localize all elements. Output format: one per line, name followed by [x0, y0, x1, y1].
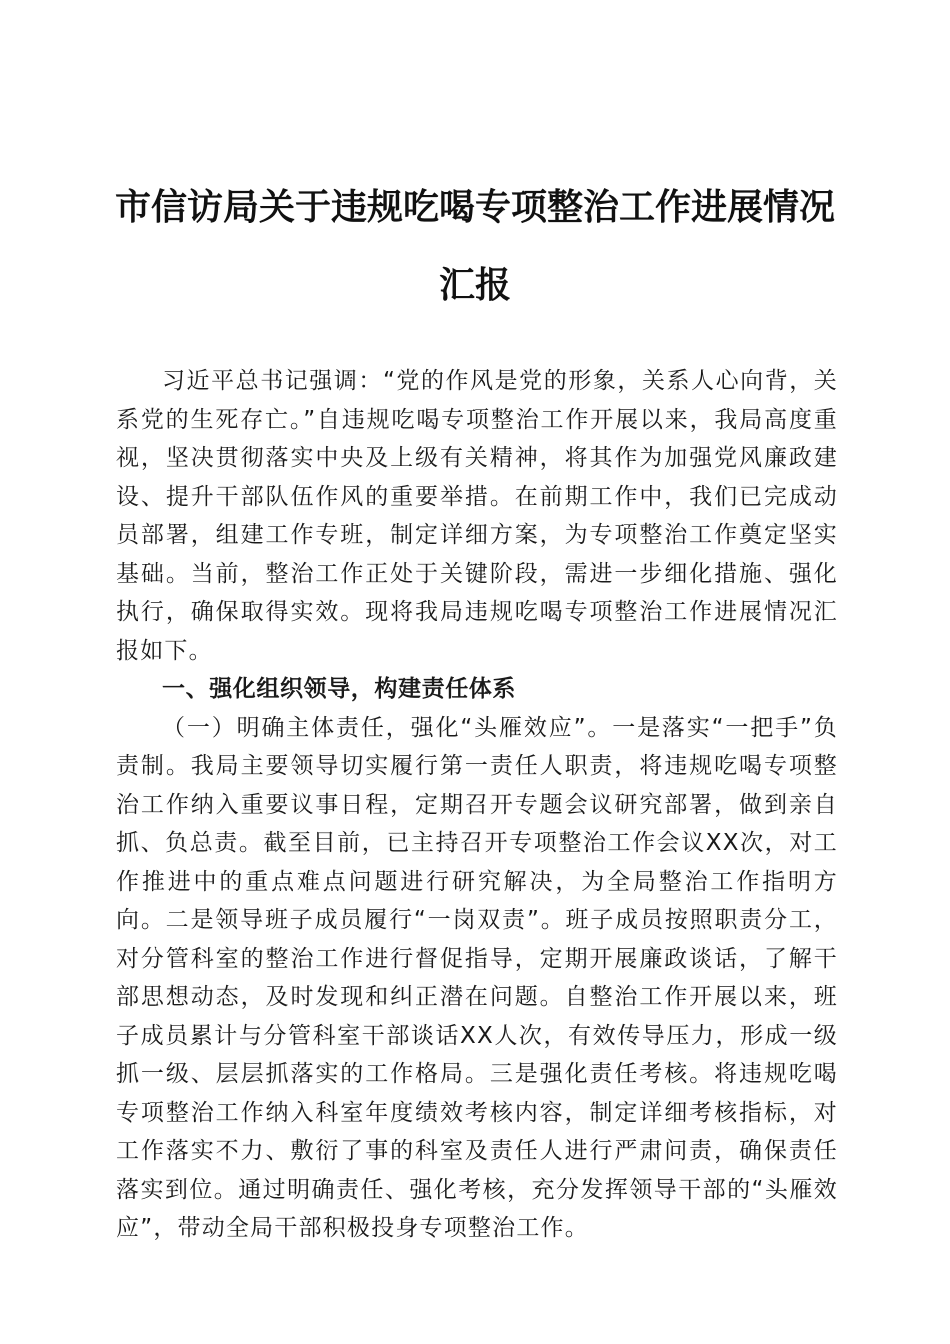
document-title-line-1: 市信访局关于违规吃喝专项整治工作进展情况 [114, 186, 835, 228]
section-1-heading: 一、强化组织领导，构建责任体系 [162, 676, 516, 702]
document-title [100, 168, 850, 324]
document-body [116, 362, 838, 1248]
section-1-item-1-paragraph: （一）明确主体责任，强化“头雁效应”。一是落实“一把手”负责制。我局主要领导切实履行第一责任人职责，将违规吃喝专项整治工作纳入重要议事日程，定期召开专题会议研究部署，做到亲自抓、负总责。截至目前，已主持召开专项整治工作会议XX次，对工作推进中的重点难点问题进行研究解决，为全局整治工作指明方向。二是领导班子成员履行“一岗双责”。班子成员按照职责分工，对分管科室的整治工作进行督促指导，定期开展廉政谈话，了解干部思想动态，及时发现和纠正潜在问题。自整治工作开展以来，班子成员累计与分管科室干部谈话XX人次，有效传导压力，形成一级抓一级、层层抓落实的工作格局。三是强化责任考核。将违规吃喝专项整治工作纳入科室年度绩效考核内容，制定详细考核指标，对工作落实不力、敷衍了事的科室及责任人进行严肃问责，确保责任落实到位。通过明确责任、强化考核，充分发挥领导干部的“头雁效应”，带动全局干部积极投身专项整治工作。 [116, 714, 838, 1241]
document-title-line-2: 汇报 [438, 264, 511, 306]
intro-paragraph: 习近平总书记强调：“党的作风是党的形象，关系人心向背，关系党的生死存亡。”自违规吃喝专项整治工作开展以来，我局高度重视，坚决贯彻落实中央及上级有关精神，将其作为加强党风廉政建设、提升干部队伍作风的重要举措。在前期工作中，我们已完成动员部署，组建工作专班，制定详细方案，为专项整治工作奠定坚实基础。当前，整治工作正处于关键阶段，需进一步细化措施、强化执行，确保取得实效。现将我局违规吃喝专项整治工作进展情况汇报如下。 [116, 368, 838, 664]
